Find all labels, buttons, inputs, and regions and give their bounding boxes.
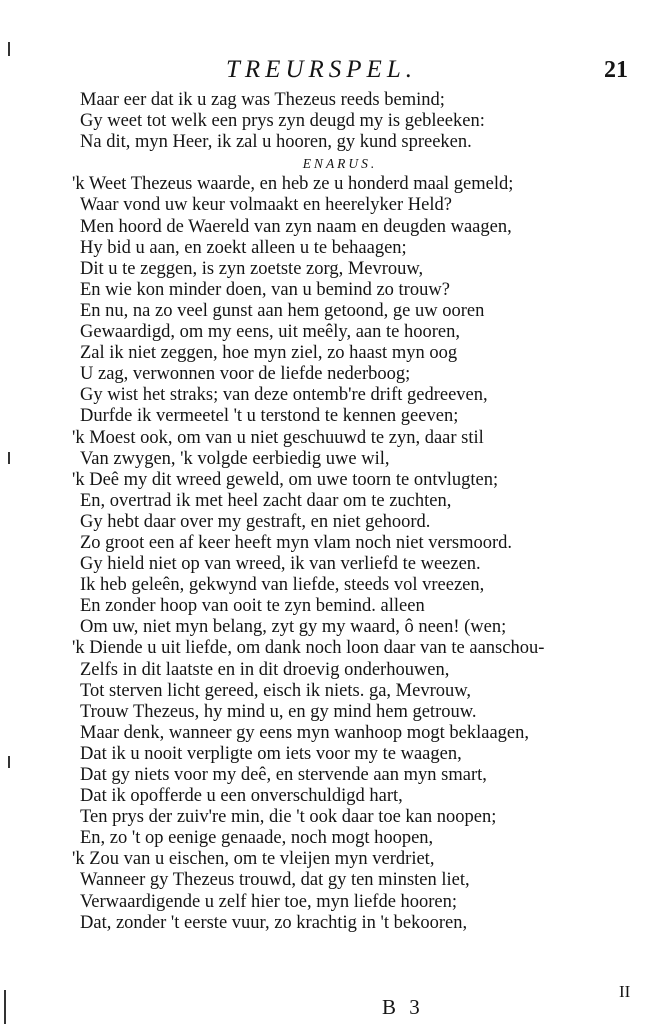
margin-stain	[8, 452, 10, 464]
verse-line: Zal ik niet zeggen, hoe myn ziel, zo haast myn oog	[80, 343, 458, 364]
verse-line: Zo groot een af keer heeft myn vlam noch niet versmoord.	[80, 532, 513, 553]
verse-line: Dat ik u nooit verpligte om iets voor my te waagen,	[80, 743, 462, 764]
verse-line: Maar eer dat ik u zag was Thezeus reeds bemind;	[80, 90, 445, 110]
catchword: II	[619, 982, 631, 1001]
verse-line: Dat gy niets voor my deê, en stervende aan myn smart,	[80, 765, 487, 785]
verse-line: Wanneer gy Thezeus trouwd, dat gy ten minsten liet,	[80, 870, 470, 891]
verse-line: Zelfs in dit laatste en in dit droevig onderhouwen,	[80, 659, 450, 680]
verse-text	[72, 90, 632, 934]
verse-line: Maar denk, wanneer gy eens myn wanhoop mogt beklaagen,	[80, 722, 529, 743]
verse-line: Gy hield niet op van wreed, ik van verliefd te weezen.	[80, 554, 481, 575]
page-number: 21	[604, 57, 628, 83]
verse-line: Dat ik opofferde u een onverschuldigd hart,	[80, 786, 403, 807]
verse-line: Verwaardigende u zelf hier toe, myn liefde hooren;	[80, 891, 458, 912]
verse-line: 'k Moest ook, om van u niet geschuuwd te zyn, daar stil	[72, 427, 484, 448]
verse-line: Gewaardigd, om my eens, uit meêly, aan te hooren,	[80, 322, 460, 343]
verse-line: Dit u te zeggen, is zyn zoetste zorg, Mevrouw,	[80, 258, 424, 279]
verse-line: 'k Zou van u eischen, om te vleijen myn verdriet,	[72, 849, 435, 870]
verse-line: En wie kon minder doen, van u bemind zo trouw?	[80, 279, 450, 300]
verse-line: Dat, zonder 't eerste vuur, zo krachtig in 't bekooren,	[80, 912, 468, 933]
verse-line: Tot sterven licht gereed, eisch ik niets. ga, Mevrouw,	[80, 680, 472, 701]
verse-line: 'k Weet Thezeus waarde, en heb ze u honderd maal gemeld;	[72, 174, 514, 195]
signature-mark: B 3	[382, 995, 424, 1019]
verse-line: Ten prys der zuiv're min, die 't ook daar toe kan noopen;	[80, 807, 497, 828]
verse-line: En zonder hoop van ooit te zyn bemind. alleen	[80, 596, 425, 617]
verse-line: Hy bid u aan, en zoekt alleen u te behaagen;	[80, 237, 407, 258]
verse-line: Om uw, niet myn belang, zyt gy my waard, ô neen! (wen;	[80, 617, 507, 638]
verse-line: En, zo 't op eenige genaade, noch mogt hoopen,	[80, 828, 434, 849]
running-title: TREURSPEL.	[226, 56, 417, 83]
verse-line: Gy wist het straks; van deze ontemb're drift gedreeven,	[80, 385, 488, 406]
verse-line: En nu, na zo veel gunst aan hem getoond, ge uw ooren	[80, 300, 485, 321]
verse-line: Na dit, myn Heer, ik zal u hooren, gy kund spreeken.	[80, 132, 472, 153]
verse-line: 'k Diende u uit liefde, om dank noch loon daar van te aanschou-	[72, 638, 545, 659]
verse-line: Gy weet tot welk een prys zyn deugd my is gebleeken:	[80, 111, 485, 132]
verse-line: U zag, verwonnen voor de liefde nederboog;	[80, 364, 411, 385]
verse-line: Gy hebt daar over my gestraft, en niet gehoord.	[80, 511, 431, 532]
verse-line: Van zwygen, 'k volgde eerbiedig uwe wil,	[80, 448, 390, 469]
margin-stain	[4, 990, 6, 1024]
verse-line: 'k Deê my dit wreed geweld, om uwe toorn te ontvlugten;	[72, 469, 499, 490]
margin-stain	[8, 756, 10, 768]
verse-line: En, overtrad ik met heel zacht daar om te zuchten,	[80, 490, 452, 511]
verse-line: Waar vond uw keur volmaakt en heerelyker Held?	[80, 195, 452, 216]
verse-line: Ik heb geleên, gekwynd van liefde, steeds vol vreezen,	[80, 575, 485, 596]
verse-line: Trouw Thezeus, hy mind u, en gy mind hem getrouw.	[80, 701, 477, 722]
verse-line: Men hoord de Waereld van zyn naam en deugden waagen,	[80, 216, 512, 237]
speaker-name: ENARUS.	[302, 156, 378, 172]
margin-stain	[8, 42, 10, 56]
verse-line: Durfde ik vermeetel 't u terstond te kennen geeven;	[80, 406, 459, 427]
